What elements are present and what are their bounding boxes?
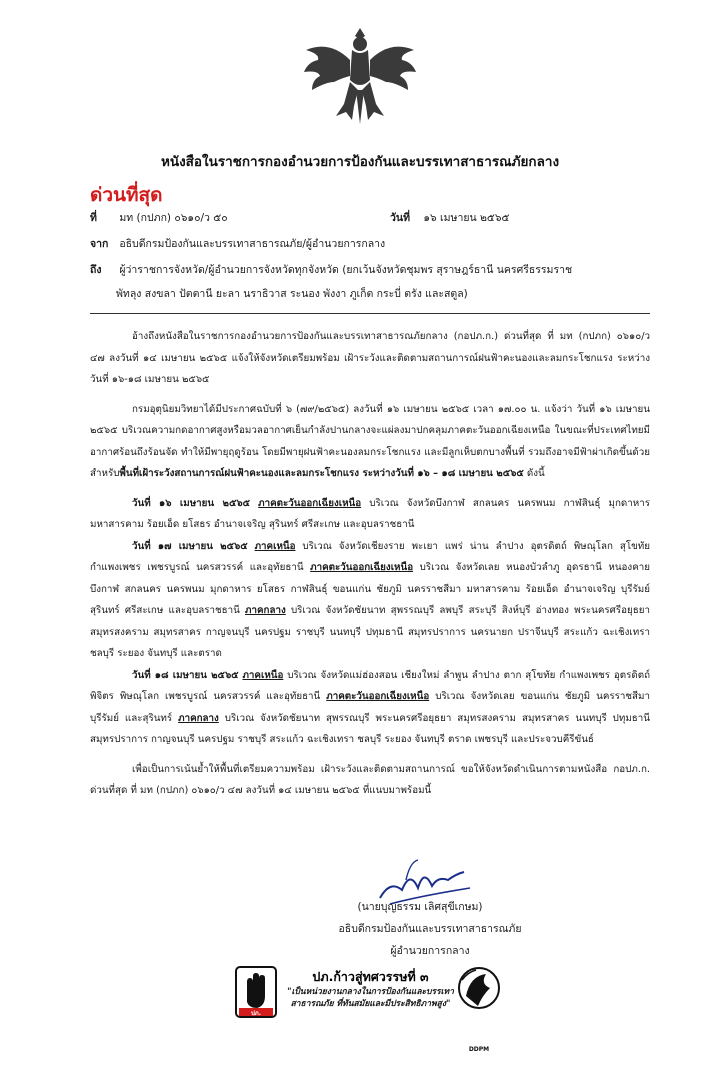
day-17-text-central: บริเวณ จังหวัดชัยนาท สุพรรณบุรี ลพบุรี สระบุรี สิงห์บุรี อ่างทอง พระนครศรีอยุธยา สมุทรสงคราม สมุทรสาคร กาญจนบุรี นครปฐม ราชบุรี นนทบุรี ปทุมธานี สมุทรปราการ นครนายก ปราจีนบุรี สระแก้ว ฉะเชิงเทรา ชลบุรี ระยอง จันทบุรี และตราด	[90, 605, 650, 659]
day-18-item	[90, 665, 650, 751]
forecast-suffix: ดังนี้	[523, 468, 545, 479]
day-18-date: วันที่ ๑๘ เมษายน ๒๕๖๕	[132, 669, 239, 681]
doc-to-value-2: พัทลุง สงขลา ปัตตานี ยะลา นราธิวาส ระนอง พังงา ภูเก็ต กระบี่ ตรัง และสตูล)	[116, 288, 468, 300]
paragraph-forecast	[90, 399, 650, 485]
footer-campaign	[283, 968, 458, 1010]
day-17-region-north: ภาคเหนือ	[254, 540, 296, 552]
day-18-text-northeast: บริเวณ จังหวัดเลย ขอนแก่น ชัยภูมิ นครราชสีมา บุรีรัมย์ และสุรินทร์	[90, 691, 650, 724]
day-17-item	[90, 536, 650, 665]
doc-date-value: ๑๖ เมษายน ๒๕๖๕	[423, 212, 510, 224]
day-18-region-central: ภาคกลาง	[178, 712, 219, 724]
signer-position-2: ผู้อำนวยการกลาง	[390, 945, 470, 957]
urgency-label: ด่วนที่สุด	[90, 184, 163, 206]
doc-number	[90, 206, 228, 230]
doc-from-label: จาก	[90, 238, 109, 250]
document-body	[90, 326, 650, 810]
day-17-region-northeast: ภาคตะวันออกเฉียงเหนือ	[310, 562, 414, 573]
document-title: หนังสือในราชการกองอำนวยการป้องกันและบรรเทาสาธารณภัยกลาง	[160, 154, 560, 170]
doc-from-value: อธิบดีกรมป้องกันและบรรเทาสาธารณภัย/ผู้อำนวยการกลาง	[119, 238, 386, 250]
footer-slogan: "เป็นหน่วยงานกลางในการป้องกันและบรรเทาสาธารณภัย ที่ทันสมัยและมีประสิทธิภาพสูง"	[287, 987, 454, 1009]
day-18-text-central: บริเวณ จังหวัดชัยนาท สุพรรณบุรี พระนครศรีอยุธยา สมุทรสงคราม สมุทรสาคร นนทบุรี ปทุมธานี สมุทรปราการ กาญจนบุรี นครปฐม ราชบุรี สระแก้ว ฉะเชิงเทรา ชลบุรี ระยอง จันทบุรี ตราด เพชรบุรี และประจวบคีรีขันธ์	[90, 712, 650, 745]
day-16-region: ภาคตะวันออกเฉียงเหนือ	[258, 497, 362, 509]
paragraph-closing: เพื่อเป็นการเน้นย้ำให้พื้นที่เตรียมความพร้อม เฝ้าระวังและติดตามสถานการณ์ ขอให้จังหวัดดำเนินการตามหนังสือ กอปภ.ก. ด่วนที่สุด ที่ มท (กปภก) ๐๖๑๐/ว ๔๗ ลงวันที่ ๑๔ เมษายน ๒๕๖๕ ที่แนบมาพร้อมนี้	[90, 763, 650, 796]
day-18-region-north: ภาคเหนือ	[242, 669, 284, 681]
day-16-date: วันที่ ๑๖ เมษายน ๒๕๖๕	[132, 497, 251, 509]
doc-number-value: มท (กปภก) ๐๖๑๐/ว ๕๐	[119, 212, 228, 224]
day-17-text-north: บริเวณ จังหวัดเชียงราย พะเยา แพร่ น่าน ลำปาง อุตรดิตถ์ พิษณุโลก สุโขทัย กำแพงเพชร เพชรบูรณ์ นครสวรรค์ และอุทัยธานี	[90, 540, 650, 573]
day-16-text: บริเวณ จังหวัดบึงกาฬ สกลนคร นครพนม กาฬสินธุ์ มุกดาหาร มหาสารคาม ร้อยเอ็ด ยโสธร อำนาจเจริญ สุรินทร์ ศรีสะเกษ และอุบลราชธานี	[90, 497, 650, 530]
day-18-region-northeast: ภาคตะวันออกเฉียงเหนือ	[326, 691, 430, 702]
doc-from	[90, 232, 385, 256]
doc-to-label: ถึง	[90, 264, 102, 276]
day-17-date: วันที่ ๑๗ เมษายน ๒๕๖๕	[132, 540, 248, 552]
signer-position-1: อธิบดีกรมป้องกันและบรรเทาสาธารณภัย	[338, 923, 522, 935]
day-18-text-north: บริเวณ จังหวัดแม่ฮ่องสอน เชียงใหม่ ลำพูน ลำปาง ตาก สุโขทัย กำแพงเพชร อุตรดิตถ์ พิจิตร พิษณุโลก เพชรบูรณ์ นครสวรรค์ และอุทัยธานี	[90, 669, 651, 702]
forecast-text: กรมอุตุนิยมวิทยาได้มีประกาศฉบับที่ ๖ (๗๙/๒๕๖๕) ลงวันที่ ๑๖ เมษายน ๒๕๖๕ เวลา ๑๗.๐๐ น. แจ้งว่า วันที่ ๑๖ เมษายน ๒๕๖๕ บริเวณความกดอากาศสูงหรือมวลอากาศเย็นกำลังปานกลางจะแผ่ลงมาปกคลุมภาคตะวันออกเฉียงเหนือ ในขณะที่ประเทศไทยมีอากาศร้อนถึงร้อนจัด ทำให้มีพายุฤดูร้อน โดยมีพายุฝนฟ้าคะนองลมกระโชกแรง และมีลูกเห็บตกบางพื้นที่ รวมถึงอาจมีฟ้าผ่าเกิดขึ้นด้วย สำหรับ	[90, 403, 650, 479]
header-divider	[90, 313, 650, 314]
day-16-item	[90, 493, 650, 536]
ddpm-emblem-icon	[456, 966, 502, 1022]
doc-number-label: ที่	[90, 212, 97, 224]
left-logo-label: ปภ.	[250, 1010, 262, 1017]
doc-date	[390, 206, 510, 230]
doc-date-label: วันที่	[390, 212, 410, 224]
signer-name: (นายบุญธรรม เลิศสุขีเกษม)	[357, 901, 483, 913]
garuda-emblem-icon	[300, 20, 420, 132]
paragraph-reference: อ้างถึงหนังสือในราชการกองอำนวยการป้องกันและบรรเทาสาธารณภัยกลาง (กอปภ.ก.) ด่วนที่สุด ที่ มท (กปภก) ๐๖๑๐/ว ๔๗ ลงวันที่ ๑๔ เมษายน ๒๕๖๕ แจ้งให้จังหวัดเตรียมพร้อม เฝ้าระวังและติดตามสถานการณ์ฝนฟ้าคะนองและลมกระโชกแรง ระหว่างวันที่ ๑๖-๑๘ เมษายน ๒๕๖๕	[90, 331, 650, 385]
footer-title: ปภ.ก้าวสู่ทศวรรษที่ ๓	[312, 969, 429, 984]
day-17-region-central: ภาคกลาง	[245, 605, 286, 616]
doc-to	[90, 258, 650, 306]
day-17-text-northeast: บริเวณ จังหวัดเลย หนองบัวลำภู อุดรธานี หนองคาย บึงกาฬ สกลนคร นครพนม มุกดาหาร ยโสธร กาฬสินธุ์ ขอนแก่น ชัยภูมิ นครราชสีมา มหาสารคาม ร้อยเอ็ด อำนาจเจริญ บุรีรัมย์ สุรินทร์ ศรีสะเกษ และอุบลราชธานี	[90, 562, 650, 616]
forecast-area-heading: พื้นที่เฝ้าระวังสถานการณ์ฝนฟ้าคะนองและลมกระโชกแรง ระหว่างวันที่ ๑๖ – ๑๘ เมษายน ๒๕๖๕	[119, 468, 524, 479]
doc-to-value-1: ผู้ว่าราชการจังหวัด/ผู้อำนวยการจังหวัดทุกจังหวัด (ยกเว้นจังหวัดชุมพร สุราษฎร์ธานี นครศรีธรรมราช	[119, 264, 573, 276]
right-logo-label: DDPM	[468, 1046, 490, 1053]
